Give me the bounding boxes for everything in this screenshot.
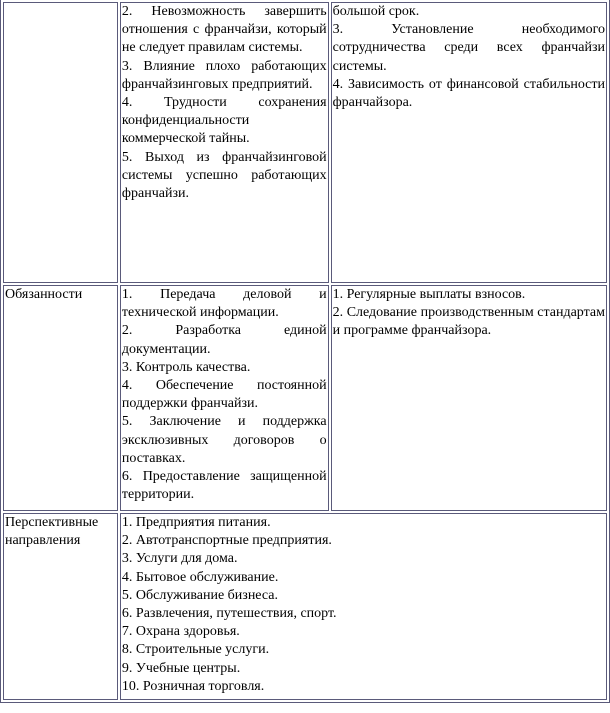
- list-item: 9. Учебные центры.: [121, 660, 241, 676]
- franchisee-cell: [331, 285, 607, 511]
- table-row: [3, 513, 607, 700]
- franchisor-cell: [120, 2, 329, 283]
- list-item: 2. Следование производственным стандартам и программе франчайзора.: [332, 305, 605, 339]
- row-label: Обязанности: [5, 287, 83, 302]
- list-item: 4. Бытовое обслуживание.: [121, 569, 279, 585]
- franchisee-cell: [331, 2, 607, 283]
- list-item: 6. Предоставление защищенной территории.: [121, 469, 327, 503]
- row-label-cell: [3, 2, 118, 283]
- row-label: Перспективные направления: [5, 515, 99, 549]
- list-item: 5. Заключение и поддержка эксклюзивных договоров о поставках.: [121, 414, 327, 466]
- list-item: 3. Влияние плохо работающих франчайзинговых предприятий.: [121, 58, 327, 92]
- row-label-cell: [3, 285, 118, 511]
- row-label-cell: [3, 513, 118, 700]
- table-row: [3, 285, 607, 511]
- list-item: 8. Строительные услуги.: [121, 642, 270, 658]
- list-item: 6. Развлечения, путешествия, спорт.: [121, 606, 337, 622]
- list-item: 1. Передача деловой и технической информации.: [121, 287, 327, 321]
- list-item: 10. Розничная торговля.: [121, 678, 265, 694]
- list-item: 7. Охрана здоровья.: [121, 624, 240, 640]
- list-item: 2. Автотранспортные предприятия.: [121, 533, 332, 549]
- list-item: 2. Разработка единой документации.: [121, 323, 327, 357]
- list-item: 4. Зависимость от финансовой стабильности франчайзора.: [332, 76, 605, 111]
- list-item: 1. Регулярные выплаты взносов.: [332, 287, 526, 302]
- list-item: 3. Услуги для дома.: [121, 551, 238, 567]
- list-item: большой срок.: [332, 4, 420, 19]
- list-item: 3. Контроль качества.: [121, 359, 251, 375]
- directions-cell: [120, 513, 607, 700]
- list-item: 1. Предприятия питания.: [121, 515, 271, 530]
- list-item: 2. Невозможность завершить отношения с франчайзи, который не следует правилам системы.: [121, 4, 327, 56]
- table-row: [3, 2, 607, 283]
- list-item: 5. Выход из франчайзинговой системы успешно работающих франчайзи.: [121, 149, 327, 202]
- list-item: 4. Трудности сохранения конфиденциальности коммерческой тайны.: [121, 95, 327, 147]
- franchisor-cell: [120, 285, 329, 511]
- list-item: 5. Обслуживание бизнеса.: [121, 587, 278, 603]
- list-item: 3. Установление необходимого сотрудничества среди всех франчайзи системы.: [332, 22, 605, 74]
- list-item: 4. Обеспечение постоянной поддержки франчайзи.: [121, 378, 327, 412]
